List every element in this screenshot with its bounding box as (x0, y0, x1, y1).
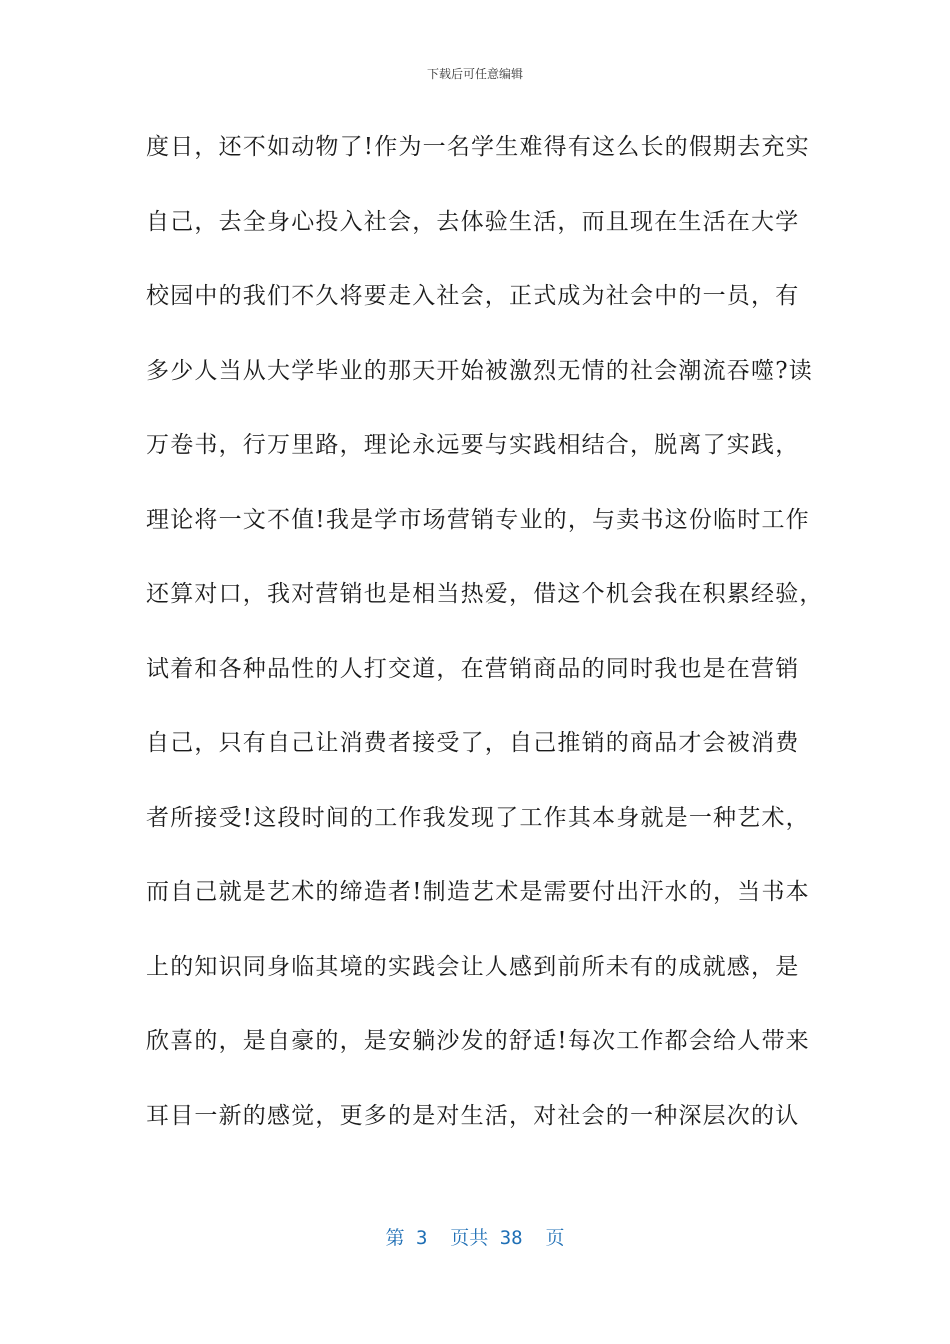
page-header: 下载后可任意编辑 (426, 67, 523, 81)
body-line-4: 多少人当从大学毕业的那天开始被激烈无情的社会潮流吞噬?读 (146, 357, 813, 384)
body-line-8: 试着和各种品性的人打交道，在营销商品的同时我也是在营销 (146, 655, 800, 682)
body-line-1: 度日，还不如动物了!作为一名学生难得有这么长的假期去充实 (146, 134, 810, 160)
body-line-13: 欣喜的，是自豪的，是安躺沙发的舒适!每次工作都会给人带来 (146, 1028, 810, 1054)
body-line-9: 自己，只有自己让消费者接受了，自己推销的商品才会被消费 (146, 730, 800, 756)
body-line-3: 校园中的我们不久将要走入社会，正式成为社会中的一员，有 (146, 283, 800, 309)
document-body (146, 127, 824, 1170)
body-line-2: 自己，去全身心投入社会，去体验生活，而且现在生活在大学 (146, 208, 800, 235)
page-number-footer: 第 3 页共 38 页 (385, 1227, 565, 1249)
body-line-5: 万卷书，行万里路，理论永远要与实践相结合，脱离了实践， (146, 432, 800, 458)
body-line-6: 理论将一文不值!我是学市场营销专业的，与卖书这份临时工作 (146, 506, 810, 533)
body-line-10: 者所接受!这段时间的工作我发现了工作其本身就是一种艺术， (146, 804, 810, 831)
body-line-11: 而自己就是艺术的缔造者!制造艺术是需要付出汗水的，当书本 (146, 879, 810, 905)
body-line-12: 上的知识同身临其境的实践会让人感到前所未有的成就感，是 (146, 953, 800, 980)
body-line-14: 耳目一新的感觉，更多的是对生活，对社会的一种深层次的认 (146, 1102, 800, 1129)
body-line-7: 还算对口，我对营销也是相当热爱，借这个机会我在积累经验， (146, 581, 824, 607)
